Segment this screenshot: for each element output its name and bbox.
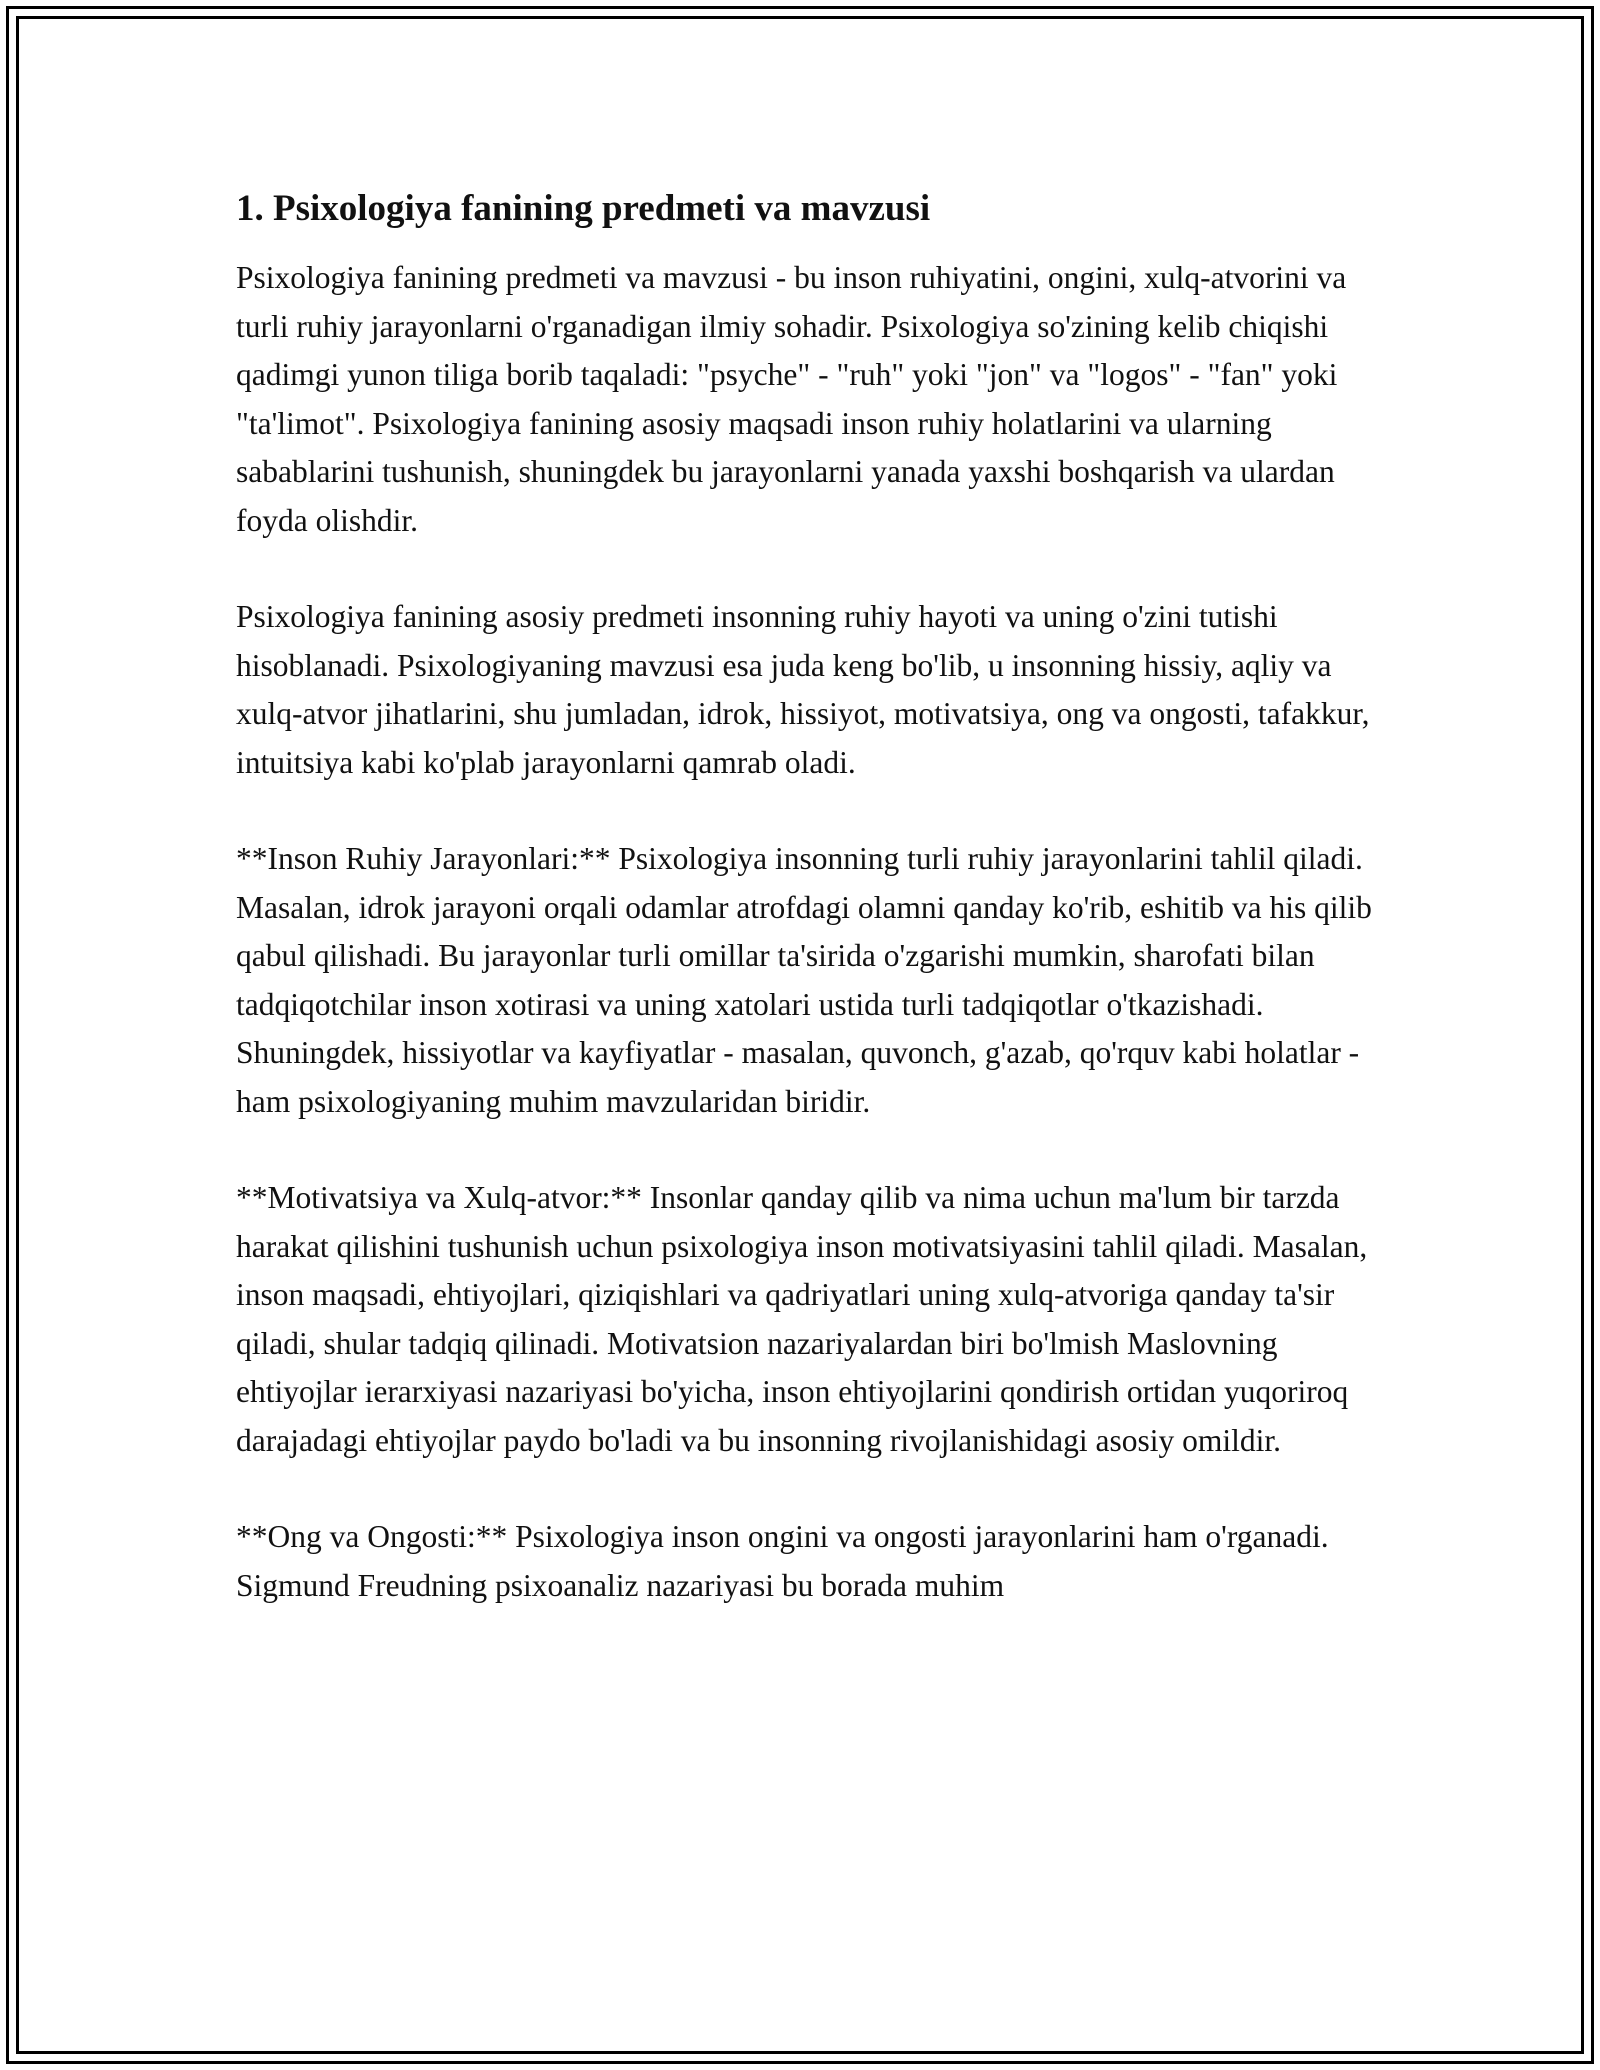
section-heading: 1. Psixologiya fanining predmeti va mavzusi: [236, 188, 931, 229]
paragraph-motivatsiya: **Motivatsiya va Xulq-atvor:** Insonlar qanday qilib va nima uchun ma'lum bir tarzda harakat qilishini tushunish uchun psixologiya inson motivatsiyasini tahlil qiladi. Masalan, inson maqsadi, ehtiyojlari, qiziqishlari va qadriyatlari uning xulq-atvoriga qanday ta'sir qiladi, shular tadqiq qilinadi. Motivatsion nazariyalardan biri bo'lmish Maslovning ehtiyojlar ierarxiyasi nazariyasi bo'yicha, inson ehtiyojlarini qondirish ortidan yuqoriroq darajadagi ehtiyojlar paydo bo'ladi va bu insonning rivojlanishidagi asosiy omildir.: [236, 1180, 1368, 1458]
paragraph-ong-ongosti: **Ong va Ongosti:** Psixologiya inson ongini va ongosti jarayonlarini ham o'rganadi. Sigmund Freudning psixoanaliz nazariyasi bu borada muhim: [236, 1519, 1329, 1603]
paragraph-intro: Psixologiya fanining predmeti va mavzusi - bu inson ruhiyatini, ongini, xulq-atvorini va turli ruhiy jarayonlarni o'rganadigan ilmiy sohadir. Psixologiya so'zining kelib chiqishi qadimgi yunon tiliga borib taqaladi: "psyche" - "ruh" yoki "jon" va "logos" - "fan" yoki "ta'limot". Psixologiya fanining asosiy maqsadi inson ruhiy holatlarini va ularning sabablarini tushunish, shuningdek bu jarayonlarni yanada yaxshi boshqarish va ulardan foyda olishdir.: [236, 260, 1347, 538]
document-body: [236, 186, 1376, 1658]
paragraph-predmet: Psixologiya fanining asosiy predmeti insonning ruhiy hayoti va uning o'zini tutishi hisoblanadi. Psixologiyaning mavzusi esa juda keng bo'lib, u insonning hissiy, aqliy va xulq-atvor jihatlarini, shu jumladan, idrok, hissiyot, motivatsiya, ong va ongosti, tafakkur, intuitsiya kabi ko'plab jarayonlarni qamrab oladi.: [236, 599, 1370, 780]
paragraph-ruhiy-jarayonlar: **Inson Ruhiy Jarayonlari:** Psixologiya insonning turli ruhiy jarayonlarini tahlil qiladi. Masalan, idrok jarayoni orqali odamlar atrofdagi olamni qanday ko'rib, eshitib va his qilib qabul qilishadi. Bu jarayonlar turli omillar ta'sirida o'zgarishi mumkin, sharofati bilan tadqiqotchilar inson xotirasi va uning xatolari ustida turli tadqiqotlar o'tkazishadi. Shuningdek, hissiyotlar va kayfiyatlar - masalan, quvonch, g'azab, qo'rquv kabi holatlar - ham psixologiyaning muhim mavzularidan biridir.: [236, 841, 1372, 1119]
